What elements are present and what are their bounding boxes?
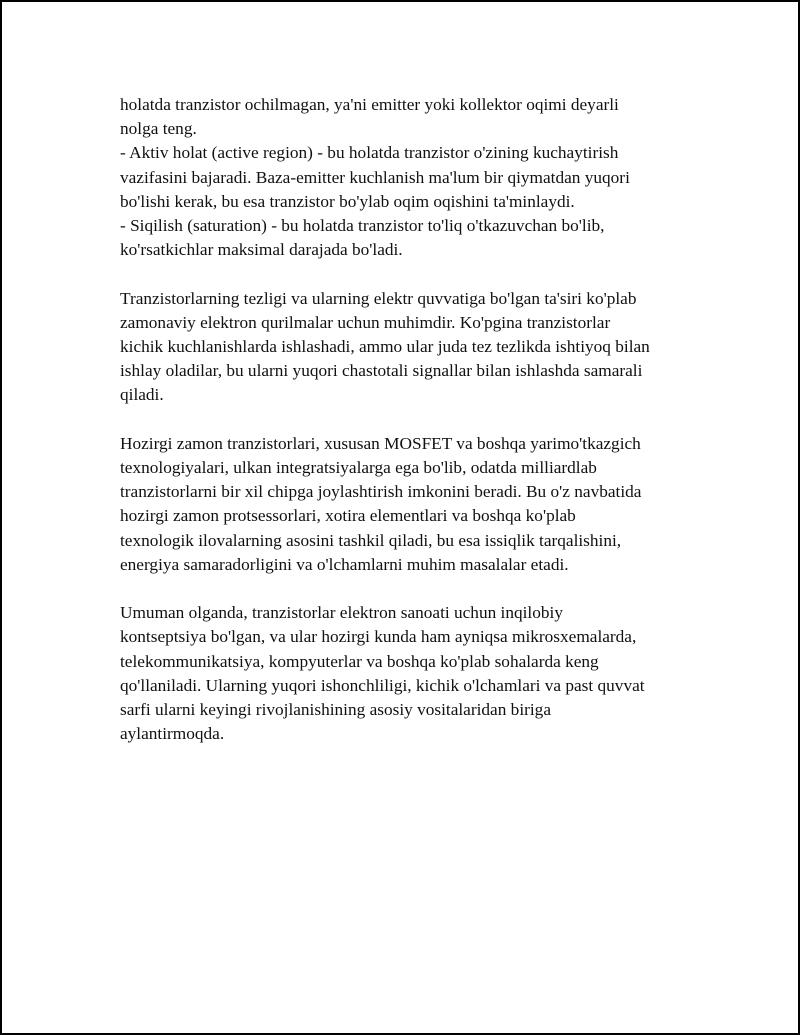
text-line: vazifasini bajaradi. Baza-emitter kuchlanish ma'lum bir qiymatdan yuqori: [120, 167, 630, 187]
text-line: holatda tranzistor ochilmagan, ya'ni emitter yoki kollektor oqimi deyarli: [120, 95, 619, 114]
text-line: Tranzistorlarning tezligi va ularning elektr quvvatiga bo'lgan ta'siri ko'plab: [120, 288, 637, 308]
text-line: Hozirgi zamon tranzistorlari, xususan MOSFET va boshqa yarimo'tkazgich: [120, 433, 641, 453]
text-line: - Siqilish (saturation) - bu holatda tranzistor to'liq o'tkazuvchan bo'lib,: [120, 216, 605, 236]
text-line: bo'lishi kerak, bu esa tranzistor bo'ylab oqim oqishini ta'minlaydi.: [120, 191, 575, 211]
text-line: texnologik ilovalarning asosini tashkil qiladi, bu esa issiqlik tarqalishini,: [120, 530, 622, 550]
text-line: ishlay oladilar, bu ularni yuqori chastotali signallar bilan ishlashda samarali: [120, 361, 643, 381]
text-line: sarfi ularni keyingi rivojlanishining asosiy vositalaridan biriga: [120, 700, 551, 720]
document-body: [120, 93, 710, 771]
text-line: energiya samaradorligini va o'lchamlarni muhim masalalar etadi.: [120, 554, 569, 574]
paragraph-speed-and-power: [120, 287, 710, 408]
text-line: qo'llaniladi. Ularning yuqori ishonchliligi, kichik o'lchamlari va past quvvat: [120, 675, 645, 695]
text-line: aylantirmoqda.: [120, 724, 225, 744]
paragraph-conclusion: [120, 601, 710, 746]
text-line: hozirgi zamon protsessorlari, xotira elementlari va boshqa ko'plab: [120, 506, 576, 526]
text-line: texnologiyalari, ulkan integratsiyalarga ega bo'lib, odatda milliardlab: [120, 458, 597, 478]
text-line: telekommunikatsiya, kompyuterlar va boshqa ko'plab sohalarda keng: [120, 651, 599, 671]
text-line: Umuman olganda, tranzistorlar elektron sanoati uchun inqilobiy: [120, 603, 563, 623]
text-line: nolga teng.: [120, 119, 197, 139]
paragraph-modern-transistors: [120, 432, 710, 577]
text-line: - Aktiv holat (active region) - bu holatda tranzistor o'zining kuchaytirish: [120, 143, 619, 163]
text-line: zamonaviy elektron qurilmalar uchun muhimdir. Ko'pgina tranzistorlar: [120, 312, 611, 332]
text-line: ko'rsatkichlar maksimal darajada bo'ladi.: [120, 240, 403, 260]
text-line: kontseptsiya bo'lgan, va ular hozirgi kunda ham ayniqsa mikrosxemalarda,: [120, 627, 637, 647]
paragraph-transistor-states: [120, 93, 710, 262]
text-line: tranzistorlarni bir xil chipga joylashtirish imkonini beradi. Bu o'z navbatida: [120, 482, 642, 502]
text-line: qiladi.: [120, 385, 164, 405]
text-line: kichik kuchlanishlarda ishlashadi, ammo ular juda tez tezlikda ishtiyoq bilan: [120, 337, 650, 357]
